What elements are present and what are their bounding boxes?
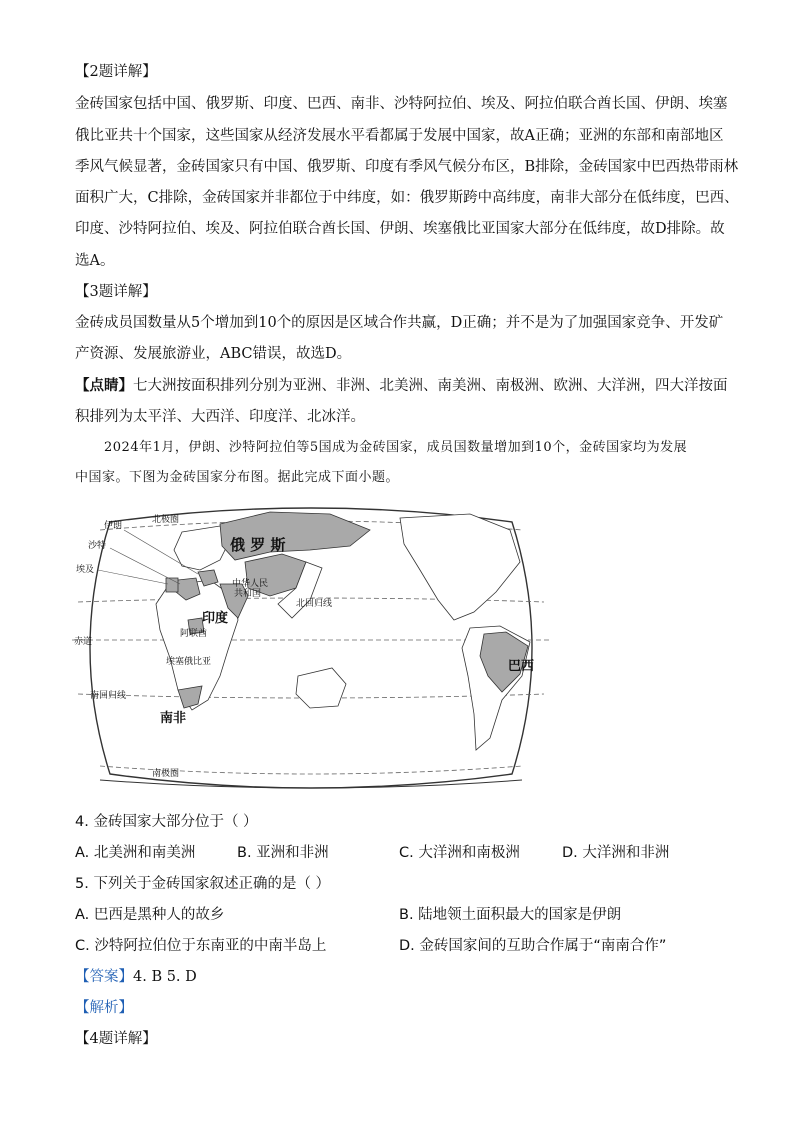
label-egypt: 埃及 (76, 565, 95, 575)
tip-text-1: 七大洲按面积排列分别为亚洲、非洲、北美洲、南美洲、南极洲、欧洲、大洋洲，四大洋按面 (133, 378, 728, 394)
section2-line-6: 选A。 (75, 253, 115, 269)
section2-line-3: 季风气候显著，金砖国家只有中国、俄罗斯、印度有季风气候分布区，B排除，金砖国家中巴西热带雨林 (75, 159, 739, 175)
q4-option-c: C. 大洋洲和南极洲 (399, 845, 520, 861)
q4-option-d: D. 大洋洲和非洲 (562, 845, 670, 861)
section3-line-2: 产资源、发展旅游业，ABC错误，故选D。 (75, 346, 352, 362)
tip-line-2: 积排列为太平洋、大西洋、印度洋、北冰洋。 (75, 409, 365, 425)
label-russia: 俄 罗 斯 (230, 536, 286, 554)
q5-option-b: B. 陆地领土面积最大的国家是伊朗 (399, 907, 622, 923)
label-iran: 伊朗 (104, 521, 123, 531)
label-north-pole: 北极圈 (152, 515, 180, 525)
tip-line-1 (75, 376, 728, 396)
q4-option-a: A. 北美洲和南美洲 (75, 845, 196, 861)
q5-option-d: D. 金砖国家间的互助合作属于“南南合作” (399, 938, 667, 954)
answer-line (75, 967, 197, 987)
section2-heading: 【2题详解】 (75, 64, 157, 80)
section3-line-1: 金砖成员国数量从5个增加到10个的原因是区域合作共赢，D正确；并不是为了加强国家竞争、开发矿 (75, 315, 724, 331)
tip-heading: 【点睛】 (75, 377, 133, 394)
section2-line-2: 俄比亚共十个国家，这些国家从经济发展水平看都属于发展中国家，故A正确；亚洲的东部和南部地区 (75, 128, 724, 144)
label-equator: 赤道 (74, 637, 93, 647)
intro-line-2: 中国家。下图为金砖国家分布图。据此完成下面小题。 (75, 470, 400, 485)
label-south-pole: 南极圈 (152, 769, 180, 779)
label-ethiopia: 埃塞俄比亚 (166, 657, 212, 667)
label-brazil: 巴西 (508, 659, 535, 674)
brics-world-map (70, 500, 552, 796)
section2-line-1: 金砖国家包括中国、俄罗斯、印度、巴西、南非、沙特阿拉伯、埃及、阿拉伯联合酋长国、伊朗、埃塞 (75, 96, 728, 112)
answer-label: 【答案】 (75, 969, 133, 985)
q5-stem: 5. 下列关于金砖国家叙述正确的是（ ） (75, 876, 331, 892)
answer-text: 4. B 5. D (133, 969, 197, 985)
label-china-2: 共和国 (234, 589, 262, 599)
q4-stem: 4. 金砖国家大部分位于（ ） (75, 814, 258, 830)
section2-line-5: 印度、沙特阿拉伯、埃及、阿拉伯联合酋长国、伊朗、埃塞俄比亚国家大部分在低纬度，故D排除。故 (75, 221, 725, 237)
q5-option-c: C. 沙特阿拉伯位于东南亚的中南半岛上 (75, 938, 327, 954)
label-saudi: 沙特 (88, 541, 107, 551)
intro-line-1: 2024年1月，伊朗、沙特阿拉伯等5国成为金砖国家，成员国数量增加到10个，金砖国家均为发展 (104, 440, 688, 455)
section4-heading: 【4题详解】 (75, 1031, 157, 1047)
q5-option-a: A. 巴西是黑种人的故乡 (75, 907, 225, 923)
label-tropic-cancer: 北回归线 (296, 599, 333, 609)
analysis-label: 【解析】 (75, 1000, 133, 1016)
label-india: 印度 (202, 611, 229, 626)
label-uae: 阿联酋 (180, 629, 208, 639)
label-china-1: 中华人民 (232, 579, 269, 589)
label-south-africa: 南非 (160, 711, 187, 726)
section3-heading: 【3题详解】 (75, 284, 157, 300)
q4-option-b: B. 亚洲和非洲 (237, 845, 329, 861)
section2-line-4: 面积广大，C排除，金砖国家并非都位于中纬度，如：俄罗斯跨中高纬度，南非大部分在低纬度，巴西、 (75, 190, 739, 206)
label-tropic-capricorn: 南回归线 (90, 691, 127, 701)
